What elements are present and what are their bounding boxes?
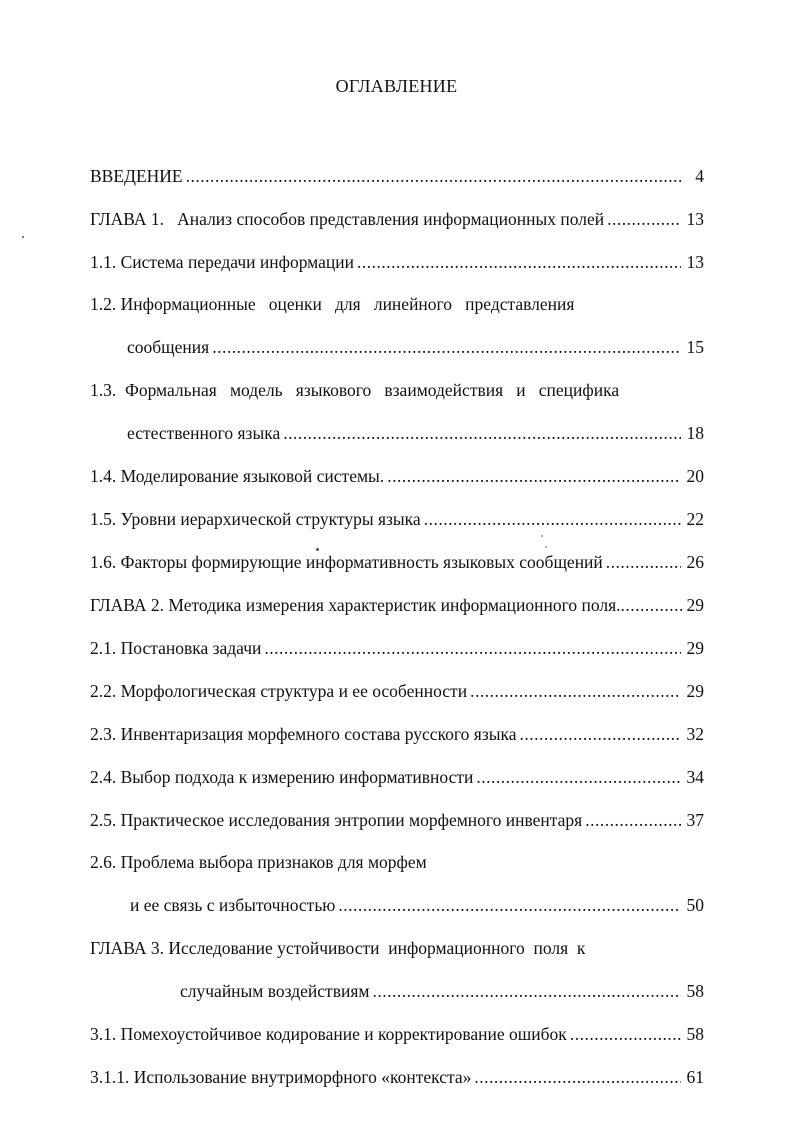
toc-entry-chapter-1: [90, 208, 704, 230]
toc-leader-dots: [357, 251, 681, 273]
toc-leader-dots: [372, 980, 681, 1002]
toc-entry-page: 26: [686, 552, 704, 572]
toc-leader-dots: [186, 165, 681, 187]
toc-entry-page: 61: [686, 1067, 704, 1087]
toc-entry-3-1: [90, 1023, 704, 1045]
toc-leader-dots: [476, 766, 681, 788]
toc-entry-page: 58: [686, 981, 704, 1001]
toc-entry-page: 32: [686, 724, 704, 744]
toc-leader-dots: [606, 551, 681, 573]
toc-entry-1-2-line-1: [90, 293, 704, 315]
toc-entry-text: и ее связь с избыточностью: [130, 895, 336, 915]
toc-entry-text: 2.1. Постановка задачи: [90, 638, 262, 658]
toc-entry-page: 58: [686, 1024, 704, 1044]
toc-entry-text: 2.4. Выбор подхода к измерению информативности: [90, 767, 474, 787]
toc-leader-dots: [607, 208, 681, 230]
toc-entry-text: 2.6. Проблема выбора признаков для морфем: [90, 852, 427, 872]
toc-entry-text: 2.2. Морфологическая структура и ее особенности: [90, 681, 468, 701]
toc-entry-chapter-3-line-1: [90, 937, 704, 959]
toc-entry-1-5: [90, 508, 704, 530]
scan-speck: [541, 535, 543, 537]
toc-entry-text: ГЛАВА 3. Исследование устойчивости информационного поля к: [90, 938, 586, 958]
scan-speck: [316, 548, 319, 551]
toc-leader-dots: [621, 594, 684, 616]
toc-entry-2-2: [90, 680, 704, 702]
toc-entry-page: 20: [686, 466, 704, 486]
toc-entry-2-6-line-2: [130, 894, 704, 916]
toc-leader-dots: [470, 680, 681, 702]
toc-entry-page: 29: [686, 681, 704, 701]
toc-entry-page: 18: [686, 423, 704, 443]
scan-speck: [22, 236, 24, 238]
toc-entry-page: 29: [686, 638, 704, 658]
toc-entry-text: ГЛАВА 1. Анализ способов представления информационных полей: [90, 209, 605, 229]
toc-entry-1-3-line-1: [90, 379, 704, 401]
toc-entry-chapter-3-line-2: [180, 980, 704, 1002]
toc-entry-text: сообщения: [127, 337, 210, 357]
toc-entry-2-5: [90, 809, 704, 831]
toc-entry-chapter-2: [90, 594, 704, 616]
toc-entry-page: 29: [686, 595, 704, 615]
toc-entry-page: 34: [686, 767, 704, 787]
toc-entry-1-6: [90, 551, 704, 573]
toc-leader-dots: [570, 1023, 681, 1045]
toc-leader-dots: [264, 637, 681, 659]
toc-entry-1-1: [90, 251, 704, 273]
toc-leader-dots: [424, 508, 681, 530]
toc-entry-text: 2.5. Практическое исследования энтропии морфемного инвентаря: [90, 810, 583, 830]
toc-entry-page: 15: [686, 337, 704, 357]
toc-entry-page: 22: [686, 509, 704, 529]
toc-entry-page: 50: [686, 895, 704, 915]
toc-entry-2-6-line-1: [90, 851, 704, 873]
toc-entry-text: 2.3. Инвентаризация морфемного состава русского языка: [90, 724, 517, 744]
page-title: ОГЛАВЛЕНИЕ: [335, 76, 458, 96]
toc-leader-dots: [585, 809, 681, 831]
toc-entry-text: 1.6. Факторы формирующие информативность языковых сообщений: [90, 552, 603, 572]
toc-entry-2-1: [90, 637, 704, 659]
toc-entry-page: 4: [695, 166, 704, 186]
toc-entry-text: 1.4. Моделирование языковой системы.: [90, 466, 385, 486]
toc-leader-dots: [338, 894, 681, 916]
toc-leader-dots: [212, 336, 681, 358]
toc-entry-3-1-1: [90, 1066, 704, 1088]
toc-entry-text: 1.5. Уровни иерархической структуры языка: [90, 509, 421, 529]
toc-leader-dots: [387, 465, 681, 487]
toc-entry-text: 3.1. Помехоустойчивое кодирование и корректирование ошибок: [90, 1024, 567, 1044]
toc-entry-1-4: [90, 465, 704, 487]
toc-entry-1-3-line-2: [127, 422, 704, 444]
toc-entry-introduction: [90, 165, 704, 187]
toc-leader-dots: [474, 1066, 681, 1088]
toc-leader-dots: [283, 422, 681, 444]
toc-entry-text: случайным воздействиям: [180, 981, 370, 1001]
toc-entry-text: ГЛАВА 2. Методика измерения характеристик информационного поля.: [90, 595, 621, 615]
toc-entry-2-3: [90, 723, 704, 745]
toc-entry-text: 1.3. Формальная модель языкового взаимодействия и специфика: [90, 380, 620, 400]
toc-entry-text: 3.1.1. Использование внутриморфного «контекста»: [90, 1067, 472, 1087]
toc-entry-page: 13: [686, 209, 704, 229]
scan-speck: [545, 546, 547, 548]
toc-entry-text: 1.1. Система передачи информации: [90, 252, 354, 272]
toc-entry-page: 13: [686, 252, 704, 272]
toc-entry-1-2-line-2: [127, 336, 704, 358]
toc-leader-dots: [520, 723, 681, 745]
toc-entry-page: 37: [686, 810, 704, 830]
toc-entry-text: 1.2. Информационные оценки для линейного представления: [90, 294, 575, 314]
toc-entry-text: ВВЕДЕНИЕ: [90, 166, 183, 186]
toc-entry-text: естественного языка: [127, 423, 281, 443]
toc-entry-2-4: [90, 766, 704, 788]
